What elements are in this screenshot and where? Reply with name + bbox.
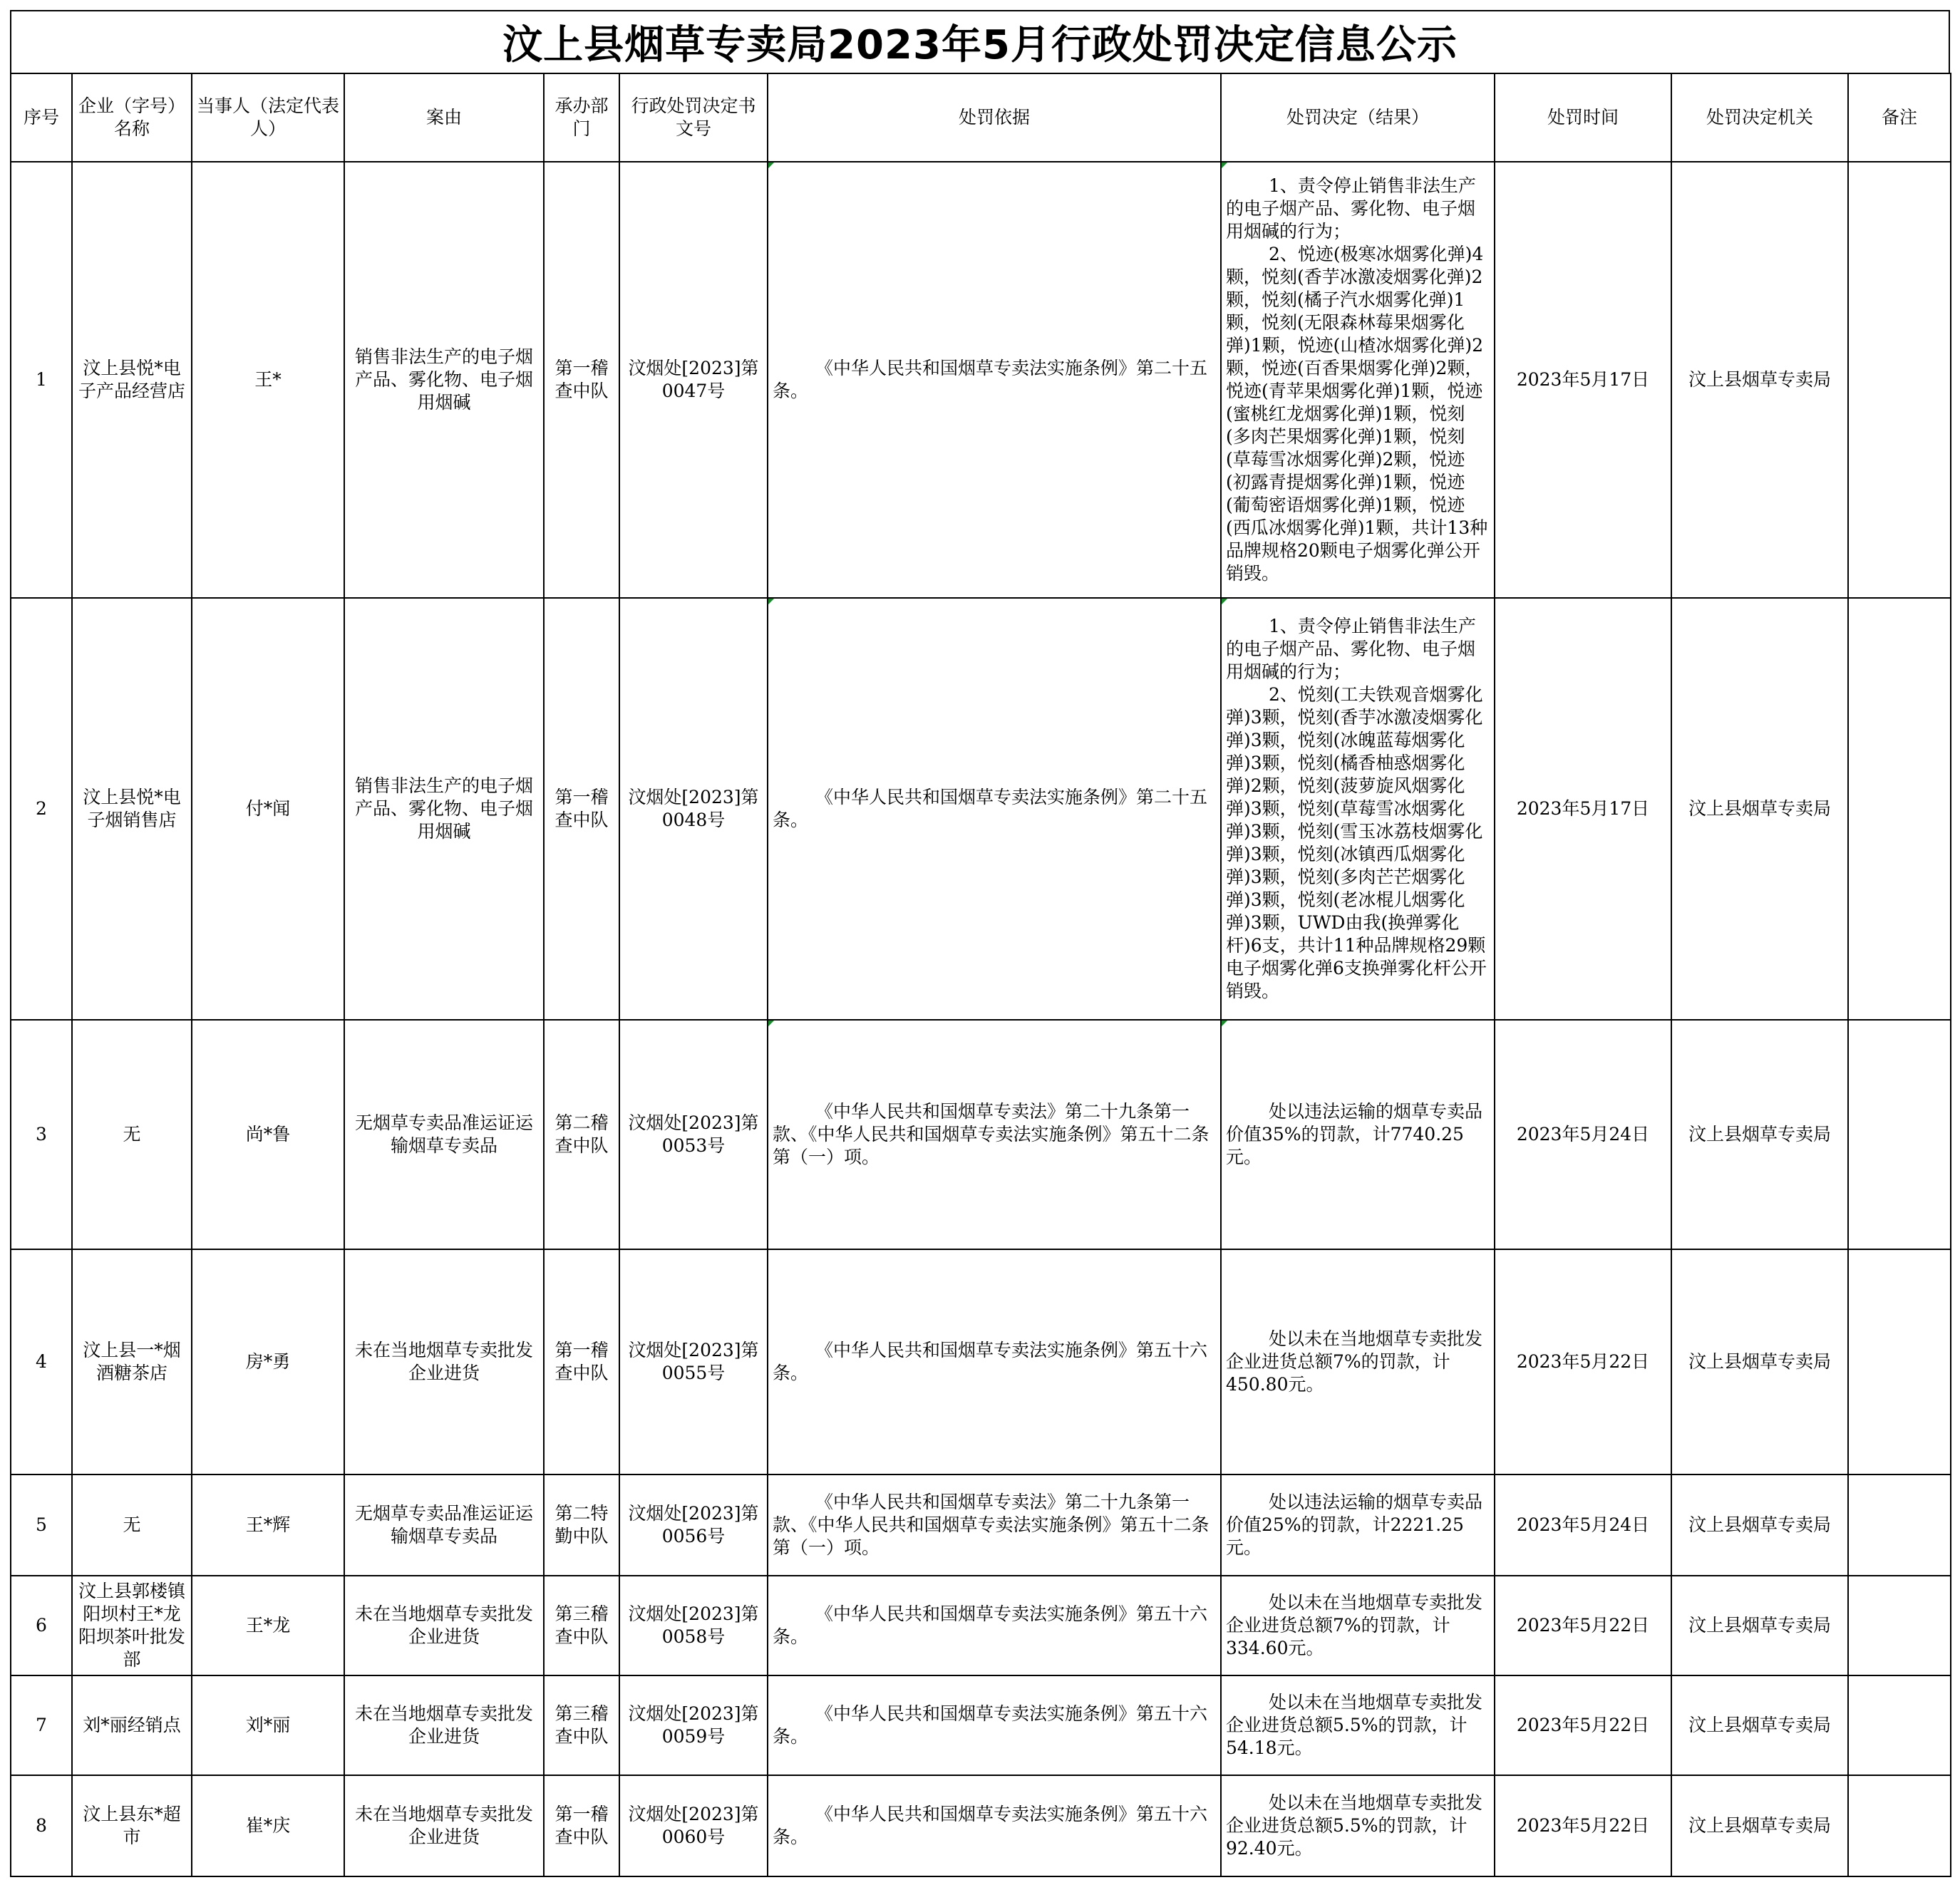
cell-doc-no: 汶烟处[2023]第0060号 [619,1775,768,1876]
decision-item: 处以未在当地烟草专卖批发企业进货总额5.5%的罚款，计54.18元。 [1226,1692,1483,1758]
header-basis: 处罚依据 [768,73,1221,162]
header-row [11,73,1951,162]
cell-doc-no: 汶烟处[2023]第0055号 [619,1249,768,1474]
header-authority: 处罚决定机关 [1671,73,1848,162]
cell-authority: 汶上县烟草专卖局 [1671,1775,1848,1876]
cell-seq: 7 [11,1675,72,1775]
table-row [11,598,1951,1020]
cell-dept: 第一稽查中队 [544,1775,619,1876]
cell-party: 崔*庆 [192,1775,344,1876]
decision-item: 2、悦迹(极寒冰烟雾化弹)4颗，悦刻(香芋冰激凌烟雾化弹)2颗，悦刻(橘子汽水烟雾化弹)1颗，悦刻(无限森林莓果烟雾化弹)1颗，悦迹(山楂冰烟雾化弹)2颗，悦迹(百香果烟雾化弹)2颗，悦迹(青苹果烟雾化弹)1颗，悦迹(蜜桃红龙烟雾化弹)1颗，悦刻(多肉芒果烟雾化弹)1颗，悦刻(草莓雪冰烟雾化弹)2颗，悦迹(初露青提烟雾化弹)1颗，悦迹(葡萄密语烟雾化弹)1颗，悦迹(西瓜冰烟雾化弹)1颗，共计13种品牌规格20颗电子烟雾化弹公开销毁。 [1226,244,1488,584]
cell-enterprise: 汶上县一*烟酒糖茶店 [72,1249,192,1474]
cell-doc-no: 汶烟处[2023]第0048号 [619,598,768,1020]
table-row [11,1249,1951,1474]
cell-enterprise: 无 [72,1020,192,1249]
cell-decision [1221,1474,1495,1576]
table-row [11,1775,1951,1876]
cell-basis: 《中华人民共和国烟草专卖法实施条例》第二十五条。 [768,162,1221,598]
cell-date: 2023年5月22日 [1495,1775,1671,1876]
cell-cause: 未在当地烟草专卖批发企业进货 [344,1249,544,1474]
penalty-sheet [10,10,1950,1877]
cell-remark [1848,1020,1951,1249]
cell-cause: 无烟草专卖品准运证运输烟草专卖品 [344,1020,544,1249]
cell-remark [1848,598,1951,1020]
cell-seq: 8 [11,1775,72,1876]
cell-basis: 《中华人民共和国烟草专卖法》第二十九条第一款、《中华人民共和国烟草专卖法实施条例》第五十二条第（一）项。 [768,1020,1221,1249]
cell-decision [1221,1576,1495,1675]
table-row [11,1020,1951,1249]
decision-item: 1、责令停止销售非法生产的电子烟产品、雾化物、电子烟用烟碱的行为； [1226,175,1476,242]
cell-enterprise: 汶上县悦*电子烟销售店 [72,598,192,1020]
cell-doc-no: 汶烟处[2023]第0059号 [619,1675,768,1775]
table-row [11,1675,1951,1775]
decision-item: 处以未在当地烟草专卖批发企业进货总额7%的罚款，计334.60元。 [1226,1592,1483,1658]
cell-authority: 汶上县烟草专卖局 [1671,1474,1848,1576]
cell-cause: 销售非法生产的电子烟产品、雾化物、电子烟用烟碱 [344,598,544,1020]
header-dept: 承办部门 [544,73,619,162]
table-row [11,1576,1951,1675]
header-date: 处罚时间 [1495,73,1671,162]
cell-dept: 第三稽查中队 [544,1675,619,1775]
header-party: 当事人（法定代表人） [192,73,344,162]
cell-party: 王*龙 [192,1576,344,1675]
cell-authority: 汶上县烟草专卖局 [1671,162,1848,598]
cell-authority: 汶上县烟草专卖局 [1671,1576,1848,1675]
cell-enterprise: 汶上县悦*电子产品经营店 [72,162,192,598]
cell-remark [1848,1474,1951,1576]
cell-cause: 销售非法生产的电子烟产品、雾化物、电子烟用烟碱 [344,162,544,598]
cell-doc-no: 汶烟处[2023]第0058号 [619,1576,768,1675]
cell-remark [1848,1775,1951,1876]
cell-authority: 汶上县烟草专卖局 [1671,1249,1848,1474]
cell-dept: 第二稽查中队 [544,1020,619,1249]
cell-remark [1848,1576,1951,1675]
cell-basis: 《中华人民共和国烟草专卖法》第二十九条第一款、《中华人民共和国烟草专卖法实施条例》第五十二条第（一）项。 [768,1474,1221,1576]
cell-enterprise: 汶上县郭楼镇阳坝村王*龙阳坝茶叶批发部 [72,1576,192,1675]
table-row [11,162,1951,598]
cell-date: 2023年5月22日 [1495,1675,1671,1775]
cell-decision [1221,1249,1495,1474]
cell-decision [1221,1675,1495,1775]
cell-authority: 汶上县烟草专卖局 [1671,1020,1848,1249]
cell-remark [1848,1249,1951,1474]
page-title: 汶上县烟草专卖局2023年5月行政处罚决定信息公示 [10,10,1950,73]
header-decision: 处罚决定（结果） [1221,73,1495,162]
cell-enterprise: 汶上县东*超市 [72,1775,192,1876]
cell-party: 王* [192,162,344,598]
header-remark: 备注 [1848,73,1951,162]
cell-cause: 未在当地烟草专卖批发企业进货 [344,1775,544,1876]
cell-remark [1848,162,1951,598]
penalty-table [10,73,1951,1877]
cell-date: 2023年5月24日 [1495,1474,1671,1576]
cell-party: 房*勇 [192,1249,344,1474]
cell-dept: 第三稽查中队 [544,1576,619,1675]
cell-decision [1221,1020,1495,1249]
cell-basis: 《中华人民共和国烟草专卖法实施条例》第五十六条。 [768,1249,1221,1474]
cell-decision [1221,598,1495,1020]
cell-date: 2023年5月22日 [1495,1576,1671,1675]
cell-decision [1221,162,1495,598]
cell-basis: 《中华人民共和国烟草专卖法实施条例》第二十五条。 [768,598,1221,1020]
cell-seq: 1 [11,162,72,598]
decision-item: 1、责令停止销售非法生产的电子烟产品、雾化物、电子烟用烟碱的行为； [1226,616,1476,682]
cell-dept: 第一稽查中队 [544,1249,619,1474]
cell-doc-no: 汶烟处[2023]第0056号 [619,1474,768,1576]
cell-basis: 《中华人民共和国烟草专卖法实施条例》第五十六条。 [768,1675,1221,1775]
cell-cause: 未在当地烟草专卖批发企业进货 [344,1675,544,1775]
decision-item: 处以未在当地烟草专卖批发企业进货总额7%的罚款，计450.80元。 [1226,1328,1483,1395]
decision-item: 处以违法运输的烟草专卖品价值35%的罚款，计7740.25元。 [1226,1101,1483,1167]
header-enterprise: 企业（字号）名称 [72,73,192,162]
cell-party: 付*闻 [192,598,344,1020]
cell-seq: 5 [11,1474,72,1576]
cell-party: 尚*鲁 [192,1020,344,1249]
cell-seq: 6 [11,1576,72,1675]
cell-party: 刘*丽 [192,1675,344,1775]
cell-decision [1221,1775,1495,1876]
cell-dept: 第一稽查中队 [544,162,619,598]
cell-cause: 无烟草专卖品准运证运输烟草专卖品 [344,1474,544,1576]
cell-seq: 2 [11,598,72,1020]
table-row [11,1474,1951,1576]
cell-dept: 第一稽查中队 [544,598,619,1020]
cell-authority: 汶上县烟草专卖局 [1671,598,1848,1020]
decision-item: 处以未在当地烟草专卖批发企业进货总额5.5%的罚款，计92.40元。 [1226,1792,1483,1859]
cell-seq: 4 [11,1249,72,1474]
decision-item: 2、悦刻(工夫铁观音烟雾化弹)3颗，悦刻(香芋冰激凌烟雾化弹)3颗，悦刻(冰魄蓝莓烟雾化弹)3颗，悦刻(橘香柚惑烟雾化弹)2颗，悦刻(菠萝旋风烟雾化弹)3颗，悦刻(草莓雪冰烟雾化弹)3颗，悦刻(雪玉冰荔枝烟雾化弹)3颗，悦刻(冰镇西瓜烟雾化弹)3颗，悦刻(多肉芒芒烟雾化弹)3颗，悦刻(老冰棍儿烟雾化弹)3颗，UWD由我(换弹雾化杆)6支，共计11种品牌规格29颗电子烟雾化弹6支换弹雾化杆公开销毁。 [1226,684,1487,1001]
cell-cause: 未在当地烟草专卖批发企业进货 [344,1576,544,1675]
cell-dept: 第二特勤中队 [544,1474,619,1576]
header-doc-no: 行政处罚决定书文号 [619,73,768,162]
header-cause: 案由 [344,73,544,162]
cell-date: 2023年5月22日 [1495,1249,1671,1474]
cell-remark [1848,1675,1951,1775]
cell-basis: 《中华人民共和国烟草专卖法实施条例》第五十六条。 [768,1576,1221,1675]
decision-item: 处以违法运输的烟草专卖品价值25%的罚款，计2221.25元。 [1226,1492,1483,1558]
cell-party: 王*辉 [192,1474,344,1576]
cell-seq: 3 [11,1020,72,1249]
cell-enterprise: 无 [72,1474,192,1576]
cell-doc-no: 汶烟处[2023]第0053号 [619,1020,768,1249]
cell-date: 2023年5月24日 [1495,1020,1671,1249]
cell-date: 2023年5月17日 [1495,598,1671,1020]
cell-date: 2023年5月17日 [1495,162,1671,598]
cell-authority: 汶上县烟草专卖局 [1671,1675,1848,1775]
cell-enterprise: 刘*丽经销点 [72,1675,192,1775]
cell-basis: 《中华人民共和国烟草专卖法实施条例》第五十六条。 [768,1775,1221,1876]
header-seq: 序号 [11,73,72,162]
cell-doc-no: 汶烟处[2023]第0047号 [619,162,768,598]
